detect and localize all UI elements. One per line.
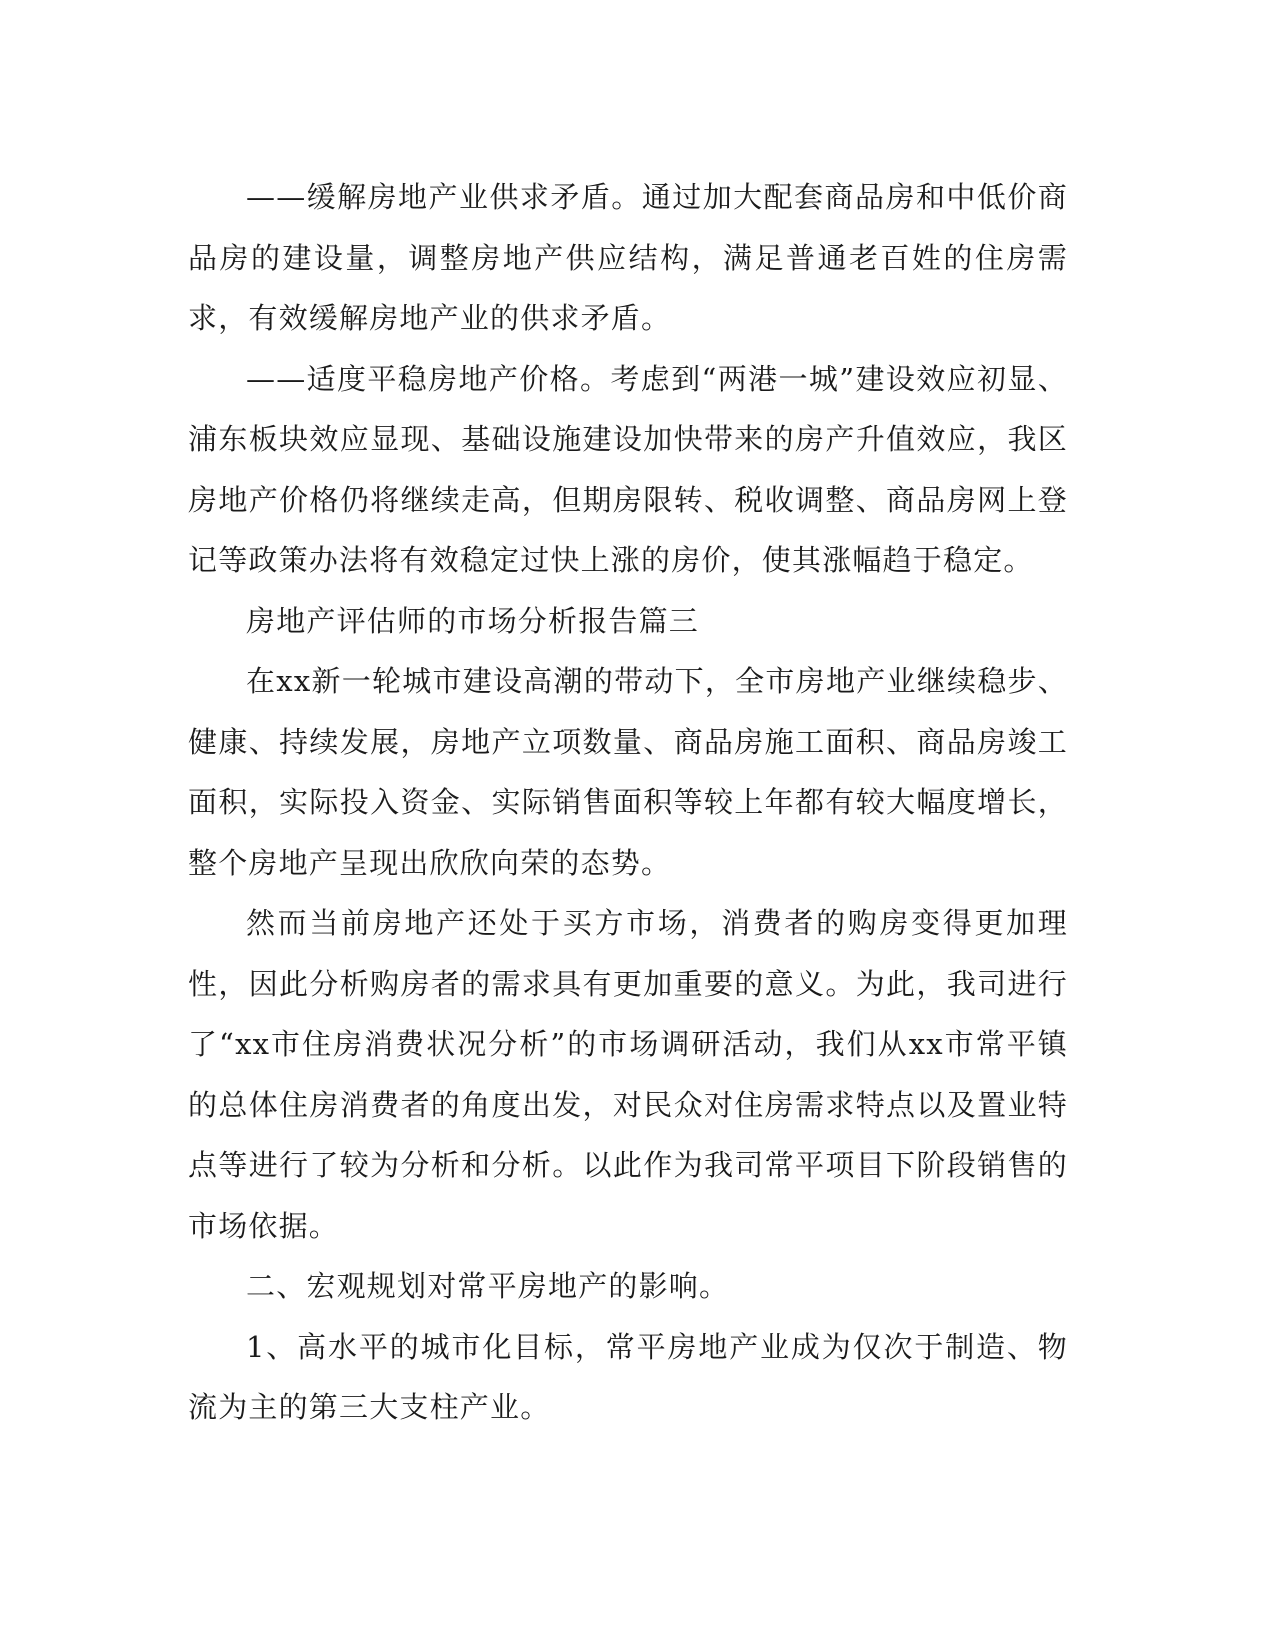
- paragraph-market-overview: 在xx新一轮城市建设高潮的带动下，全市房地产业继续稳步、健康、持续发展，房地产立项数量、商品房施工面积、商品房竣工面积，实际投入资金、实际销售面积等较上年都有较大幅度增长，整个房地产呈现出欣欣向荣的态势。: [188, 664, 1068, 880]
- section-heading-part-three: 房地产评估师的市场分析报告篇三: [246, 603, 700, 638]
- paragraph-ease-supply-demand: ——缓解房地产业供求矛盾。通过加大配套商品房和中低价商品房的建设量，调整房地产供应结构，满足普通老百姓的住房需求，有效缓解房地产业的供求矛盾。: [188, 180, 1068, 335]
- list-item-urbanization-target: 1、高水平的城市化目标，常平房地产业成为仅次于制造、物流为主的第三大支柱产业。: [188, 1329, 1068, 1424]
- paragraph-stabilize-prices: ——适度平稳房地产价格。考虑到“两港一城”建设效应初显、浦东板块效应显现、基础设施建设加快带来的房产升值效应，我区房地产价格仍将继续走高，但期房限转、税收调整、商品房网上登记等政策办法将有效稳定过快上涨的房价，使其涨幅趋于稳定。: [188, 361, 1068, 577]
- subheading-macro-planning: 二、宏观规划对常平房地产的影响。: [246, 1269, 730, 1303]
- paragraph-research-purpose: 然而当前房地产还处于买方市场，消费者的购房变得更加理性，因此分析购房者的需求具有更加重要的意义。为此，我司进行了“xx市住房消费状况分析”的市场调研活动，我们从xx市常平镇的总体住房消费者的角度出发，对民众对住房需求特点以及置业特点等进行了较为分析和分析。以此作为我司常平项目下阶段销售的市场依据。: [188, 906, 1068, 1243]
- document-body: [188, 167, 1068, 1438]
